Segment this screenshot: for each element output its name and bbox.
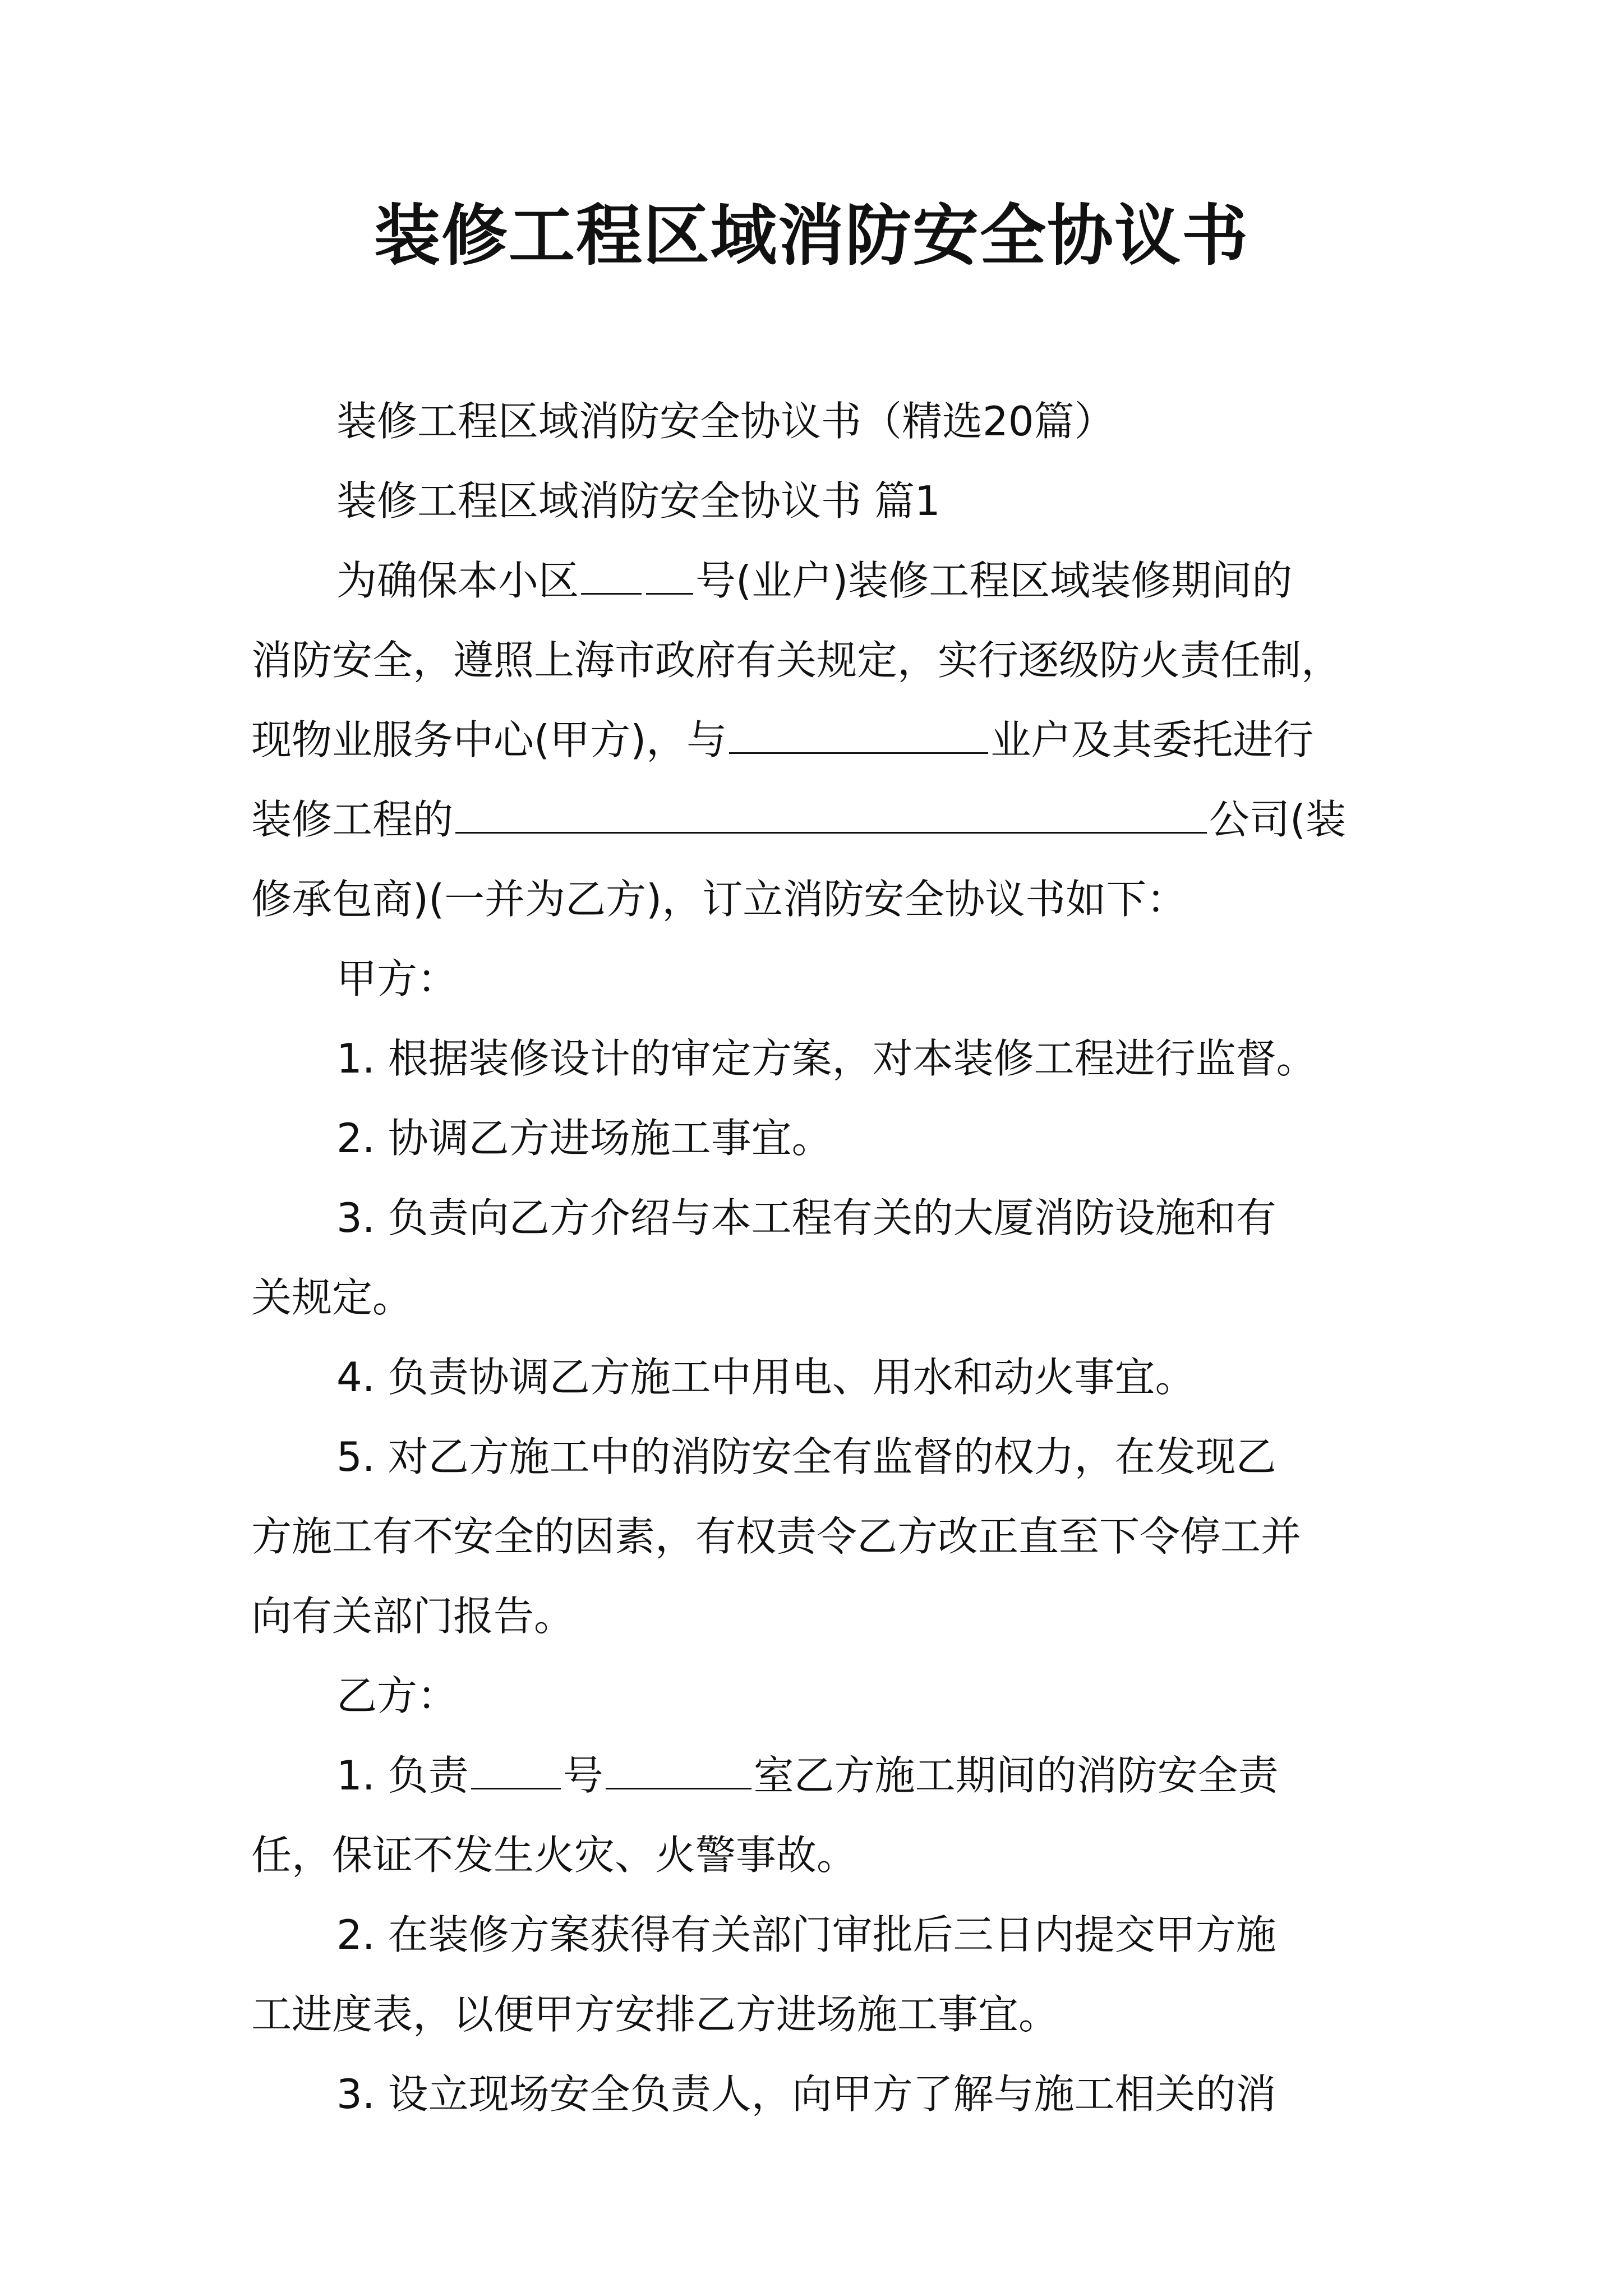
party-a-item: 2. 协调乙方进场施工事宜。 [336, 1115, 832, 1162]
party-a-item: 1. 根据装修设计的审定方案，对本装修工程进行监督。 [336, 1035, 1317, 1082]
party-a-item-cont: 关规定。 [251, 1274, 413, 1321]
item-text: 1. 负责 [336, 1752, 469, 1799]
party-b-label: 乙方： [336, 1672, 458, 1719]
party-a-label: 甲方： [336, 955, 458, 1002]
intro-line-3 [251, 700, 1401, 780]
party-a-item: 4. 负责协调乙方施工中用电、用水和动火事宜。 [336, 1354, 1196, 1401]
intro-text: 为确保本小区 [336, 557, 579, 604]
blank-underline [729, 711, 988, 754]
intro-text: 现物业服务中心(甲方)，与 [251, 716, 727, 763]
party-a-item: 3. 负责向乙方介绍与本工程有关的大厦消防设施和有 [336, 1194, 1276, 1241]
party-b-item-cont: 任，保证不发生火灾、火警事故。 [251, 1832, 857, 1879]
party-b-item: 3. 设立现场安全负责人，向甲方了解与施工相关的消 [336, 2070, 1276, 2118]
intro-line-4 [251, 780, 1401, 859]
blank-underline [581, 551, 642, 595]
intro-text: 业户及其委托进行 [990, 716, 1314, 763]
blank-underline [606, 1746, 751, 1789]
section-heading: 装修工程区域消防安全协议书 篇1 [336, 477, 940, 524]
blank-underline [471, 1746, 561, 1789]
subtitle: 装修工程区域消防安全协议书（精选20篇） [336, 398, 1115, 445]
intro-text: 装修工程的 [251, 796, 454, 843]
party-b-item: 2. 在装修方案获得有关部门审批后三日内提交甲方施 [336, 1911, 1276, 1958]
party-a-item: 5. 对乙方施工中的消防安全有监督的权力，在发现乙 [336, 1433, 1276, 1480]
intro-text: 公司(装 [1209, 796, 1347, 843]
party-a-item-cont: 方施工有不安全的因素，有权责令乙方改正直至下令停工并 [251, 1513, 1302, 1560]
intro-text: 号(业户)装修工程区域装修期间的 [695, 557, 1293, 604]
document-title: 装修工程区域消防安全协议书 [374, 196, 1249, 274]
intro-line-5: 修承包商)(一并为乙方)，订立消防安全协议书如下： [251, 876, 1187, 923]
party-a-item-cont: 向有关部门报告。 [251, 1593, 575, 1640]
intro-line-1 [251, 541, 1401, 620]
blank-underline [455, 790, 1207, 834]
party-b-item-cont: 工进度表，以便甲方安排乙方进场施工事宜。 [251, 1991, 1059, 2038]
intro-line-2: 消防安全，遵照上海市政府有关规定，实行逐级防火责任制， [251, 637, 1342, 684]
blank-underline [646, 551, 693, 595]
item-text: 室乙方施工期间的消防安全责 [753, 1752, 1279, 1799]
document-body [251, 381, 1401, 2134]
item-text: 号 [562, 1752, 603, 1799]
party-b-item [251, 1736, 1401, 1815]
